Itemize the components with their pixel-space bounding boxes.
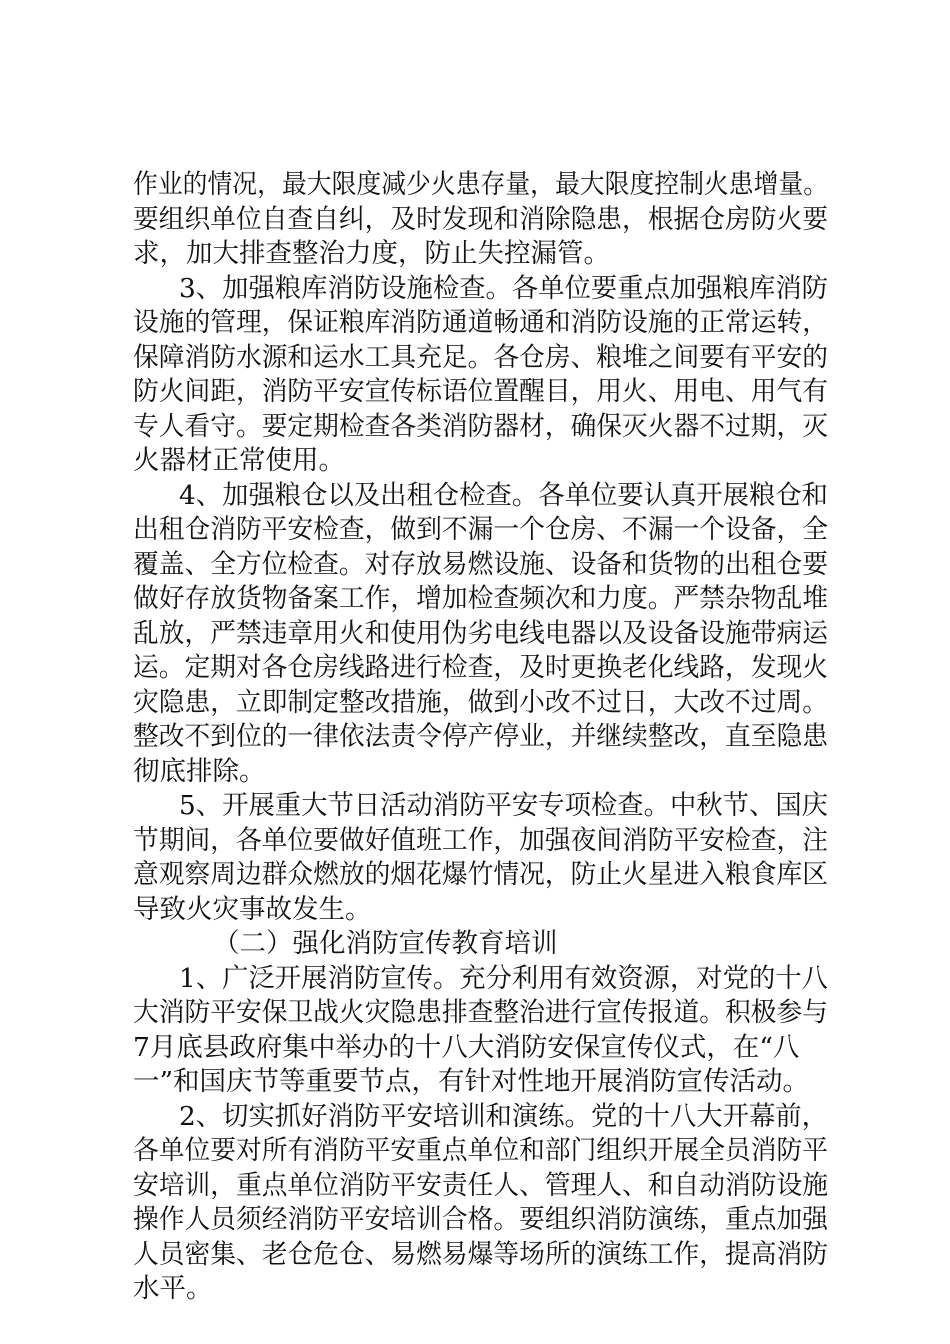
text-line-content: 7月底县政府集中举办的十八大消防安保宣传仪式，在“八 [133, 1031, 800, 1063]
text-line-content: 安培训，重点单位消防平安责任人、管理人、和自动消防设施 [133, 1169, 828, 1201]
text-line [133, 720, 828, 755]
text-line [133, 1272, 823, 1307]
text-line-content: 彻底排除。 [133, 755, 266, 787]
text-line-content: （二）强化消防宣传教育培训 [213, 928, 558, 959]
document-body [133, 168, 829, 1307]
text-line-content: 操作人员须经消防平安培训合格。要组织消防演练，重点加强 [133, 1204, 828, 1235]
text-line [133, 410, 828, 445]
text-line-content: 大消防平安保卫战火灾隐患排查整治进行宣传报道。积极参与 [133, 997, 828, 1028]
text-line [133, 341, 828, 376]
text-line-content: 一”和国庆节等重要节点，有针对性地开展消防宣传活动。 [133, 1066, 810, 1097]
text-line [133, 203, 828, 238]
text-line-content: 5、开展重大节日活动消防平安专项检查。中秋节、国庆 [179, 790, 829, 821]
text-line-content: 水平。 [133, 1273, 213, 1304]
text-line-content: 3、加强粮库消防设施检查。各单位要重点加强粮库消防 [179, 272, 829, 304]
text-line-content: 人员密集、老仓危仓、易燃易爆等场所的演练工作，提高消防 [133, 1238, 828, 1270]
text-line [133, 513, 828, 548]
text-line-content: 乱放，严禁违章用火和使用伪劣电线电器以及设备设施带病运 [133, 617, 828, 649]
text-line [133, 168, 829, 203]
text-line-content: 作业的情况，最大限度减少火患存量，最大限度控制火患增量。 [133, 169, 829, 200]
text-line-content: 求，加大排查整治力度，防止失控漏管。 [133, 238, 610, 269]
text-line-content: 设施的管理，保证粮库消防通道畅通和消防设施的正常运转， [133, 307, 828, 338]
text-line-content: 专人看守。要定期检查各类消防器材，确保灭火器不过期，灭 [133, 410, 828, 442]
text-line [133, 548, 828, 583]
text-line [133, 927, 823, 962]
text-line [133, 651, 828, 686]
text-line [133, 789, 829, 824]
text-line [133, 272, 829, 307]
text-line [133, 962, 829, 997]
text-line-content: 各单位要对所有消防平安重点单位和部门组织开展全员消防平 [133, 1135, 828, 1166]
text-line-content: 要组织单位自查自纠，及时发现和消除隐患，根据仓房防火要 [133, 203, 828, 235]
text-line-content: 4、加强粮仓以及出租仓检查。各单位要认真开展粮仓和 [179, 479, 829, 511]
text-line-content: 防火间距，消防平安宣传标语位置醒目，用火、用电、用气有 [133, 376, 828, 407]
text-line-content: 出租仓消防平安检查，做到不漏一个仓房、不漏一个设备，全 [133, 514, 828, 545]
text-line [133, 375, 828, 410]
text-line-content: 导致火灾事故发生。 [133, 893, 372, 925]
text-line [133, 306, 828, 341]
text-line [133, 893, 823, 928]
text-line-content: 1、广泛开展消防宣传。充分利用有效资源，对党的十八 [179, 962, 829, 994]
text-line-content: 灾隐患，立即制定整改措施，做到小改不过日，大改不过周。 [133, 686, 828, 718]
text-line [133, 479, 829, 514]
text-line [133, 1031, 823, 1066]
text-line-content: 整改不到位的一律依法责令停产停业，并继续整改，直至隐患 [133, 721, 828, 752]
text-line [133, 1065, 823, 1100]
text-line-content: 运。定期对各仓房线路进行检查，及时更换老化线路，发现火 [133, 652, 828, 683]
text-line [133, 1238, 828, 1273]
text-line-content: 意观察周边群众燃放的烟花爆竹情况，防止火星进入粮食库区 [133, 859, 828, 890]
text-line [133, 1100, 829, 1135]
text-line [133, 1134, 828, 1169]
text-line [133, 617, 828, 652]
text-line [133, 824, 828, 859]
text-line [133, 1203, 828, 1238]
text-line [133, 686, 828, 721]
text-line [133, 582, 828, 617]
text-line [133, 444, 823, 479]
text-line-content: 节期间，各单位要做好值班工作，加强夜间消防平安检查，注 [133, 824, 828, 856]
text-line-content: 火器材正常使用。 [133, 445, 345, 476]
text-line-content: 覆盖、全方位检查。对存放易燃设施、设备和货物的出租仓要 [133, 548, 828, 580]
text-line [133, 755, 823, 790]
text-line [133, 237, 823, 272]
text-line-content: 2、切实抓好消防平安培训和演练。党的十八大开幕前， [179, 1100, 829, 1132]
text-line [133, 1169, 828, 1204]
text-line-content: 做好存放货物备案工作，增加检查频次和力度。严禁杂物乱堆 [133, 583, 828, 614]
text-line-content: 保障消防水源和运水工具充足。各仓房、粮堆之间要有平安的 [133, 341, 828, 373]
text-line [133, 858, 828, 893]
text-line [133, 996, 828, 1031]
